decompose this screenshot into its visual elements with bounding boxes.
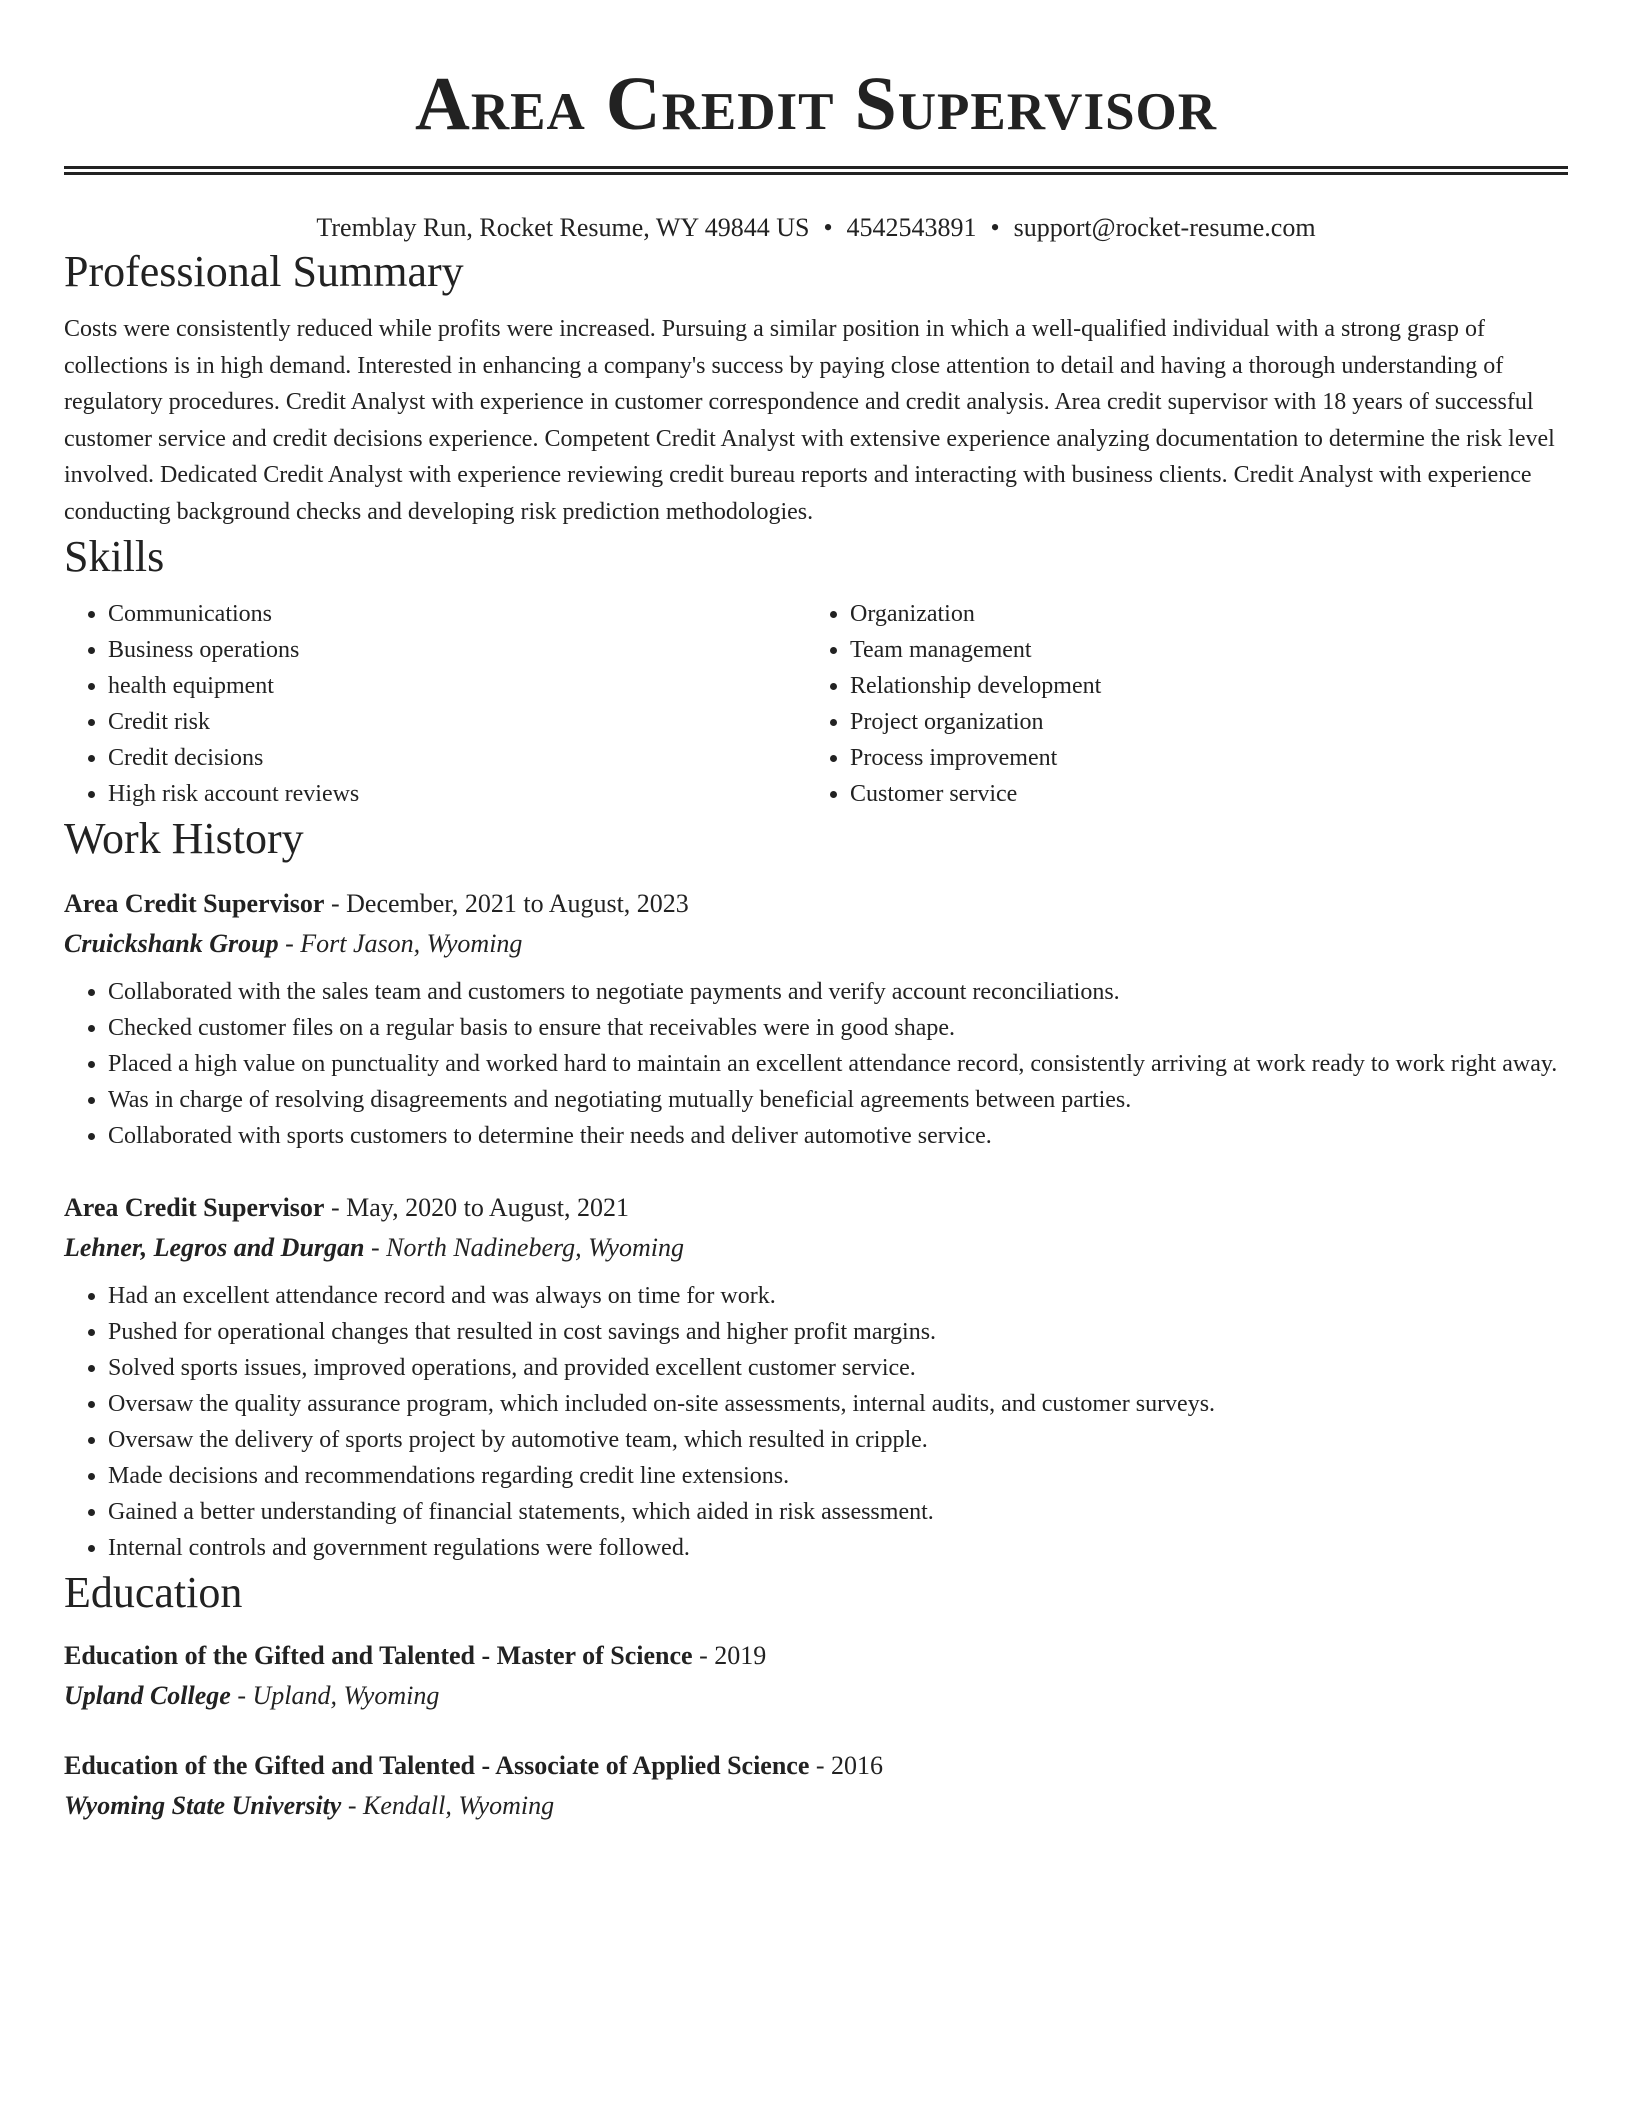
work-history-heading: Work History — [64, 814, 304, 863]
skills-column-left — [64, 596, 806, 812]
skill-item: • Customer service — [850, 776, 1548, 812]
contact-line — [64, 211, 1568, 245]
duty-item: • Had an excellent attendance record and was always on time for work. — [108, 1278, 1568, 1314]
job-dates: - December, 2021 to August, 2023 — [324, 889, 689, 918]
duty-item: • Was in charge of resolving disagreements and negotiating mutually beneficial agreements between parties. — [108, 1082, 1568, 1118]
header-divider — [64, 166, 1568, 175]
skill-item: • health equipment — [108, 668, 806, 704]
skill-item: • Credit decisions — [108, 740, 806, 776]
duty-item: • Collaborated with the sales team and customers to negotiate payments and verify account reconciliations. — [108, 974, 1568, 1010]
skill-item: • Business operations — [108, 632, 806, 668]
education-degree-line — [64, 1746, 1568, 1786]
education-year: - 2016 — [809, 1751, 884, 1780]
skill-item: • Organization — [850, 596, 1548, 632]
duty-item: • Solved sports issues, improved operations, and provided excellent customer service. — [108, 1350, 1568, 1386]
job-title: Area Credit Supervisor — [64, 1193, 325, 1222]
education-heading: Education — [64, 1568, 243, 1617]
skills-list — [64, 596, 1568, 812]
duty-item: • Pushed for operational changes that resulted in cost savings and higher profit margins. — [108, 1314, 1568, 1350]
education-entry — [64, 1636, 1568, 1716]
duty-item: • Checked customer files on a regular basis to ensure that receivables were in good shape. — [108, 1010, 1568, 1046]
education-entry — [64, 1746, 1568, 1826]
education-school: Wyoming State University — [64, 1791, 342, 1820]
job-duties — [64, 974, 1568, 1154]
job-location: - North Nadineberg, Wyoming — [364, 1233, 684, 1262]
summary-text: Costs were consistently reduced while profits were increased. Pursuing a similar position in which a well-qualified individual with a strong grasp of collections is in high demand. Interested in enhancing a company's success by paying close attention to detail and having a thorough understanding of regulatory procedures. Credit Analyst with experience in customer correspondence and credit analysis. Area credit supervisor with 18 years of successful customer service and credit decisions experience. Competent Credit Analyst with extensive experience analyzing documentation to determine the risk level involved. Dedicated Credit Analyst with experience reviewing credit bureau reports and interacting with business clients. Credit Analyst with experience conducting background checks and developing risk prediction methodologies. — [64, 316, 1555, 525]
duty-item: • Made decisions and recommendations regarding credit line extensions. — [108, 1458, 1568, 1494]
duty-item: • Placed a high value on punctuality and worked hard to maintain an excellent attendance record, consistently arriving at work ready to work right away. — [108, 1046, 1568, 1082]
job-title: Area Credit Supervisor — [64, 889, 325, 918]
job-entry — [64, 884, 1568, 1154]
resume-name: Area Credit Supervisor — [414, 62, 1218, 146]
job-location: - Fort Jason, Wyoming — [278, 929, 523, 958]
job-company: Lehner, Legros and Durgan — [64, 1233, 365, 1262]
duty-item: • Oversaw the delivery of sports project by automotive team, which resulted in cripple. — [108, 1422, 1568, 1458]
contact-email: support@rocket-resume.com — [1013, 213, 1316, 242]
contact-phone: 4542543891 — [846, 213, 977, 242]
skill-item: • Relationship development — [850, 668, 1548, 704]
job-dates: - May, 2020 to August, 2021 — [324, 1193, 630, 1222]
education-school: Upland College — [64, 1681, 231, 1710]
skill-item: • Credit risk — [108, 704, 806, 740]
duty-item: • Internal controls and government regulations were followed. — [108, 1530, 1568, 1566]
skill-item: • Communications — [108, 596, 806, 632]
job-duties — [64, 1278, 1568, 1566]
contact-separator: • — [990, 213, 1000, 242]
education-location: - Upland, Wyoming — [230, 1681, 440, 1710]
job-company: Cruickshank Group — [64, 929, 279, 958]
duty-item: • Oversaw the quality assurance program, which included on-site assessments, internal audits, and customer surveys. — [108, 1386, 1568, 1422]
skill-item: • Project organization — [850, 704, 1548, 740]
education-degree: Education of the Gifted and Talented - Master of Science — [64, 1641, 693, 1670]
education-year: - 2019 — [692, 1641, 767, 1670]
skills-heading: Skills — [64, 532, 165, 581]
contact-separator: • — [823, 213, 833, 242]
job-role-line — [64, 1188, 1568, 1228]
skills-column-right — [806, 596, 1548, 812]
job-entry — [64, 1188, 1568, 1566]
skill-item: • Process improvement — [850, 740, 1548, 776]
education-school-line — [64, 1786, 1568, 1826]
education-degree: Education of the Gifted and Talented - Associate of Applied Science — [64, 1751, 810, 1780]
job-role-line — [64, 884, 1568, 924]
contact-address: Tremblay Run, Rocket Resume, WY 49844 US — [316, 213, 810, 242]
education-degree-line — [64, 1636, 1568, 1676]
job-company-line — [64, 1228, 1568, 1268]
skill-item: • High risk account reviews — [108, 776, 806, 812]
duty-item: • Collaborated with sports customers to determine their needs and deliver automotive service. — [108, 1118, 1568, 1154]
job-company-line — [64, 924, 1568, 964]
duty-item: • Gained a better understanding of financial statements, which aided in risk assessment. — [108, 1494, 1568, 1530]
summary-heading: Professional Summary — [64, 247, 464, 296]
skill-item: • Team management — [850, 632, 1548, 668]
education-school-line — [64, 1676, 1568, 1716]
education-location: - Kendall, Wyoming — [341, 1791, 555, 1820]
